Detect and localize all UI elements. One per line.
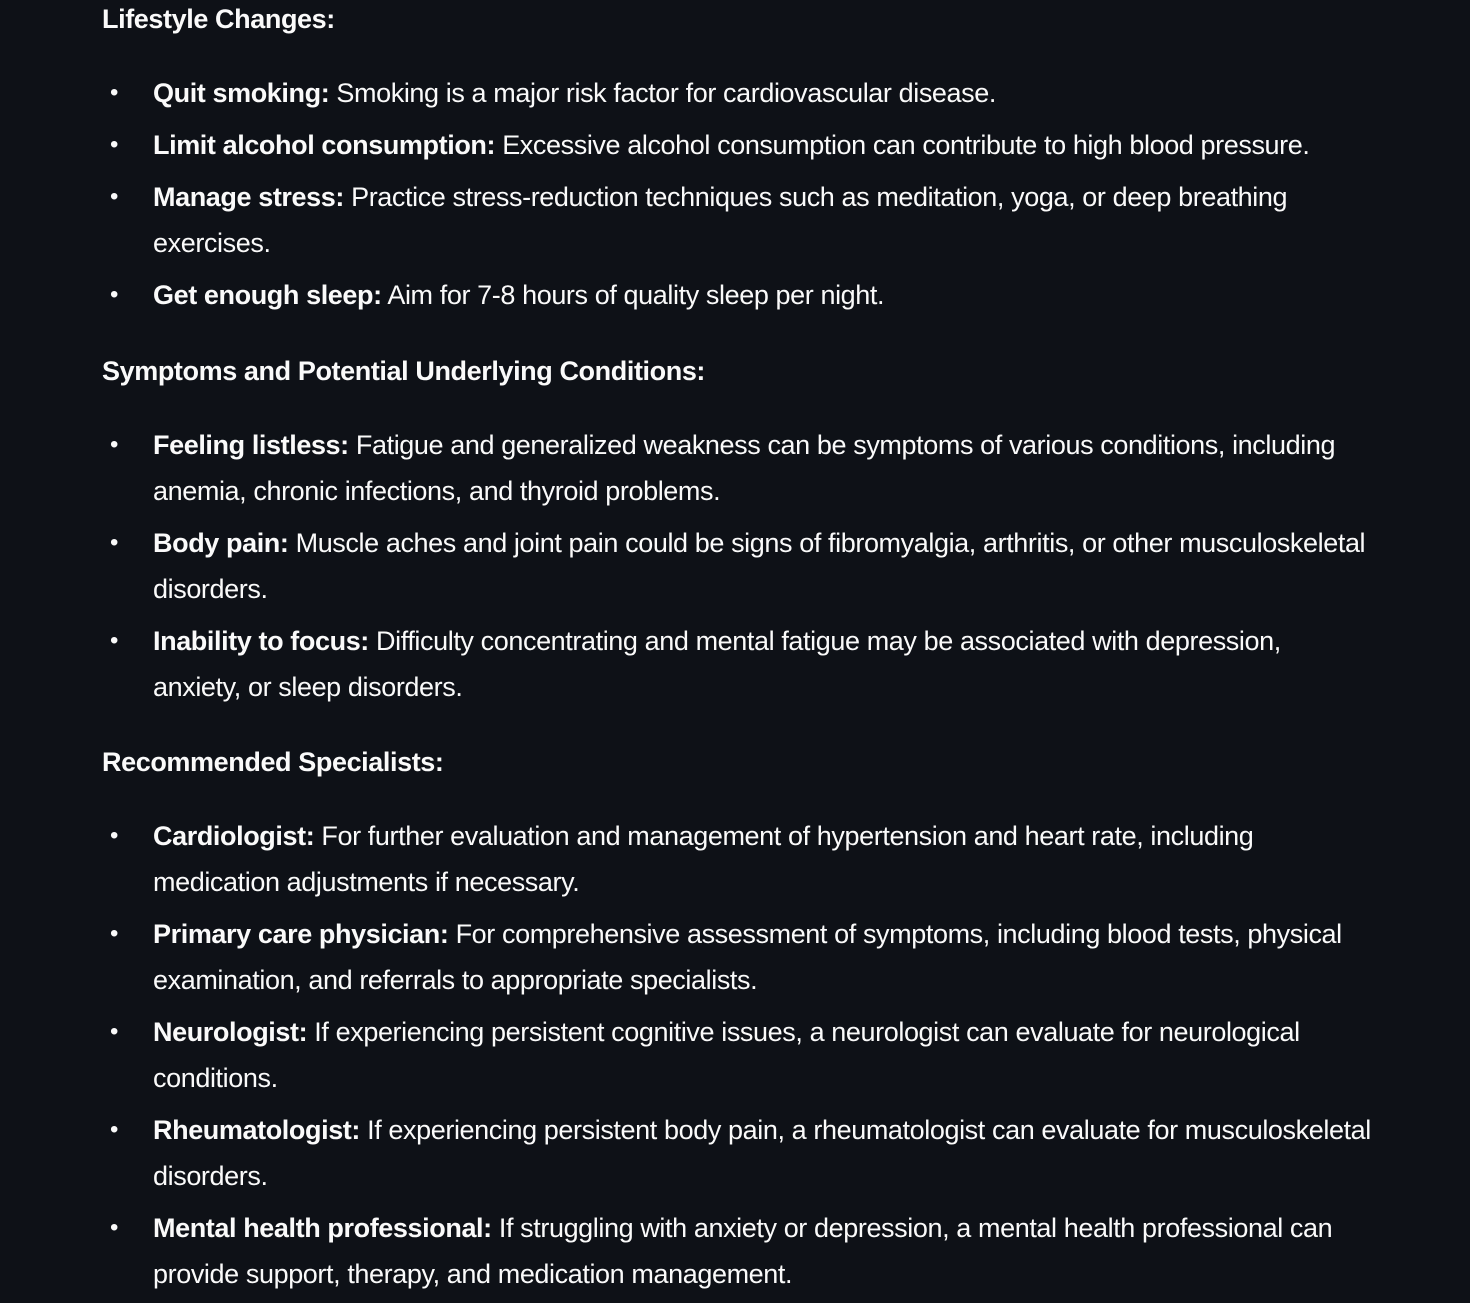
item-term: Neurologist:: [153, 1017, 308, 1047]
item-text: If experiencing persistent body pain, a rheumatologist can evaluate for musculoskeletal disorders.: [153, 1115, 1371, 1191]
bullet-icon: •: [110, 1018, 119, 1045]
list-item: [102, 520, 1372, 612]
bullet-icon: •: [110, 920, 119, 947]
item-term: Quit smoking:: [153, 78, 330, 108]
bullet-icon: •: [110, 627, 119, 654]
list-item: [102, 813, 1372, 905]
bullet-icon: •: [110, 431, 119, 458]
item-term: Cardiologist:: [153, 821, 315, 851]
bullet-icon: •: [110, 1214, 119, 1241]
item-text: Excessive alcohol consumption can contribute to high blood pressure.: [495, 130, 1310, 160]
list-item: [102, 272, 1372, 318]
symptoms-list: [102, 422, 1372, 716]
item-term: Primary care physician:: [153, 919, 449, 949]
bullet-icon: •: [110, 131, 119, 158]
item-term: Rheumatologist:: [153, 1115, 360, 1145]
section-heading-symptoms: Symptoms and Potential Underlying Conditions:: [102, 356, 706, 386]
item-text: Difficulty concentrating and mental fatigue may be associated with depression, anxiety, or sleep disorders.: [153, 626, 1281, 702]
item-term: Feeling listless:: [153, 430, 349, 460]
list-item: [102, 122, 1372, 168]
bullet-icon: •: [110, 1116, 119, 1143]
item-text: Fatigue and generalized weakness can be symptoms of various conditions, including anemia, chronic infections, and thyroid problems.: [153, 430, 1336, 506]
item-term: Body pain:: [153, 528, 289, 558]
list-item: [102, 1009, 1372, 1101]
bullet-icon: •: [110, 183, 119, 210]
list-item: [102, 422, 1372, 514]
lifestyle-list: [102, 70, 1372, 324]
list-item: [102, 911, 1372, 1003]
item-text: Smoking is a major risk factor for cardiovascular disease.: [329, 78, 996, 108]
item-text: If experiencing persistent cognitive issues, a neurologist can evaluate for neurological conditions.: [153, 1017, 1300, 1093]
item-text: If struggling with anxiety or depression, a mental health professional can provide support, therapy, and medication management.: [153, 1213, 1333, 1289]
section-heading-lifestyle: Lifestyle Changes:: [102, 4, 335, 34]
item-term: Limit alcohol consumption:: [153, 130, 496, 160]
item-term: Inability to focus:: [153, 626, 369, 656]
item-term: Get enough sleep:: [153, 280, 382, 310]
bullet-icon: •: [110, 281, 119, 308]
item-text: Muscle aches and joint pain could be signs of fibromyalgia, arthritis, or other musculoskeletal disorders.: [153, 528, 1366, 604]
item-text: For further evaluation and management of hypertension and heart rate, including medication adjustments if necessary.: [153, 821, 1254, 897]
specialists-list: [102, 813, 1372, 1303]
item-term: Mental health professional:: [153, 1213, 492, 1243]
list-item: [102, 618, 1372, 710]
item-text: Aim for 7-8 hours of quality sleep per night.: [381, 280, 885, 310]
list-item: [102, 174, 1372, 266]
section-heading-specialists: Recommended Specialists:: [102, 747, 444, 777]
list-item: [102, 70, 1372, 116]
bullet-icon: •: [110, 529, 119, 556]
item-term: Manage stress:: [153, 182, 344, 212]
item-text: For comprehensive assessment of symptoms, including blood tests, physical examination, and referrals to appropriate specialists.: [153, 919, 1342, 995]
bullet-icon: •: [110, 79, 119, 106]
bullet-icon: •: [110, 822, 119, 849]
item-text: Practice stress-reduction techniques such as meditation, yoga, or deep breathing exercises.: [153, 182, 1288, 258]
list-item: [102, 1205, 1372, 1297]
list-item: [102, 1107, 1372, 1199]
